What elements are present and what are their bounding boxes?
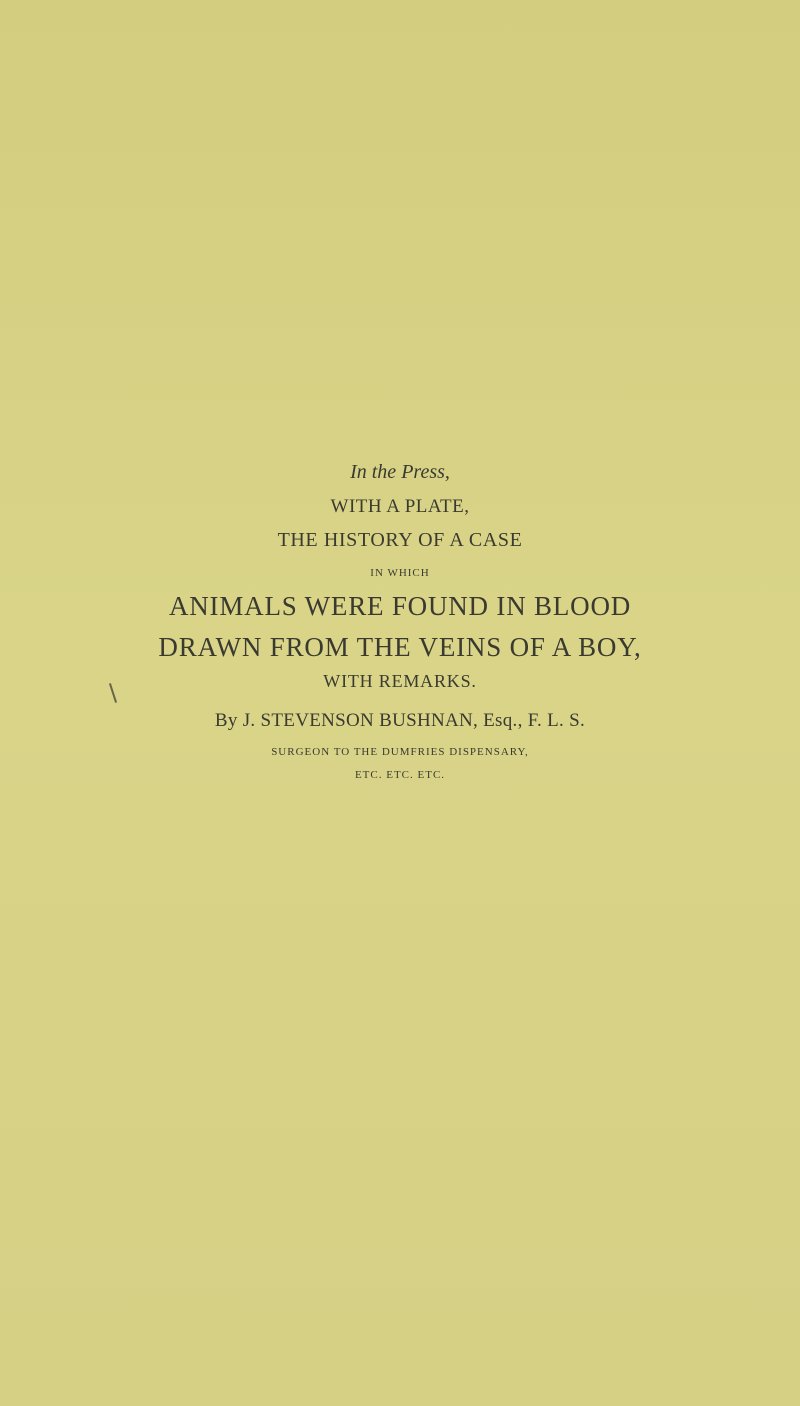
plate-line: WITH A PLATE, xyxy=(330,496,470,517)
title-line-2: ANIMALS WERE FOUND IN BLOOD xyxy=(168,591,632,621)
author-position: SURGEON TO THE DUMFRIES DISPENSARY, xyxy=(271,746,529,758)
title-connector: IN WHICH xyxy=(370,567,430,579)
author-line: By J. STEVENSON BUSHNAN, Esq., F. L. S. xyxy=(214,710,586,731)
title-line-1: THE HISTORY OF A CASE xyxy=(277,529,523,551)
title-line-3: DRAWN FROM THE VEINS OF A BOY, xyxy=(158,632,642,662)
etcetera-line: ETC. ETC. ETC. xyxy=(354,769,446,781)
in-press-notice: In the Press, xyxy=(350,461,450,483)
title-line-4: WITH REMARKS. xyxy=(323,671,477,691)
